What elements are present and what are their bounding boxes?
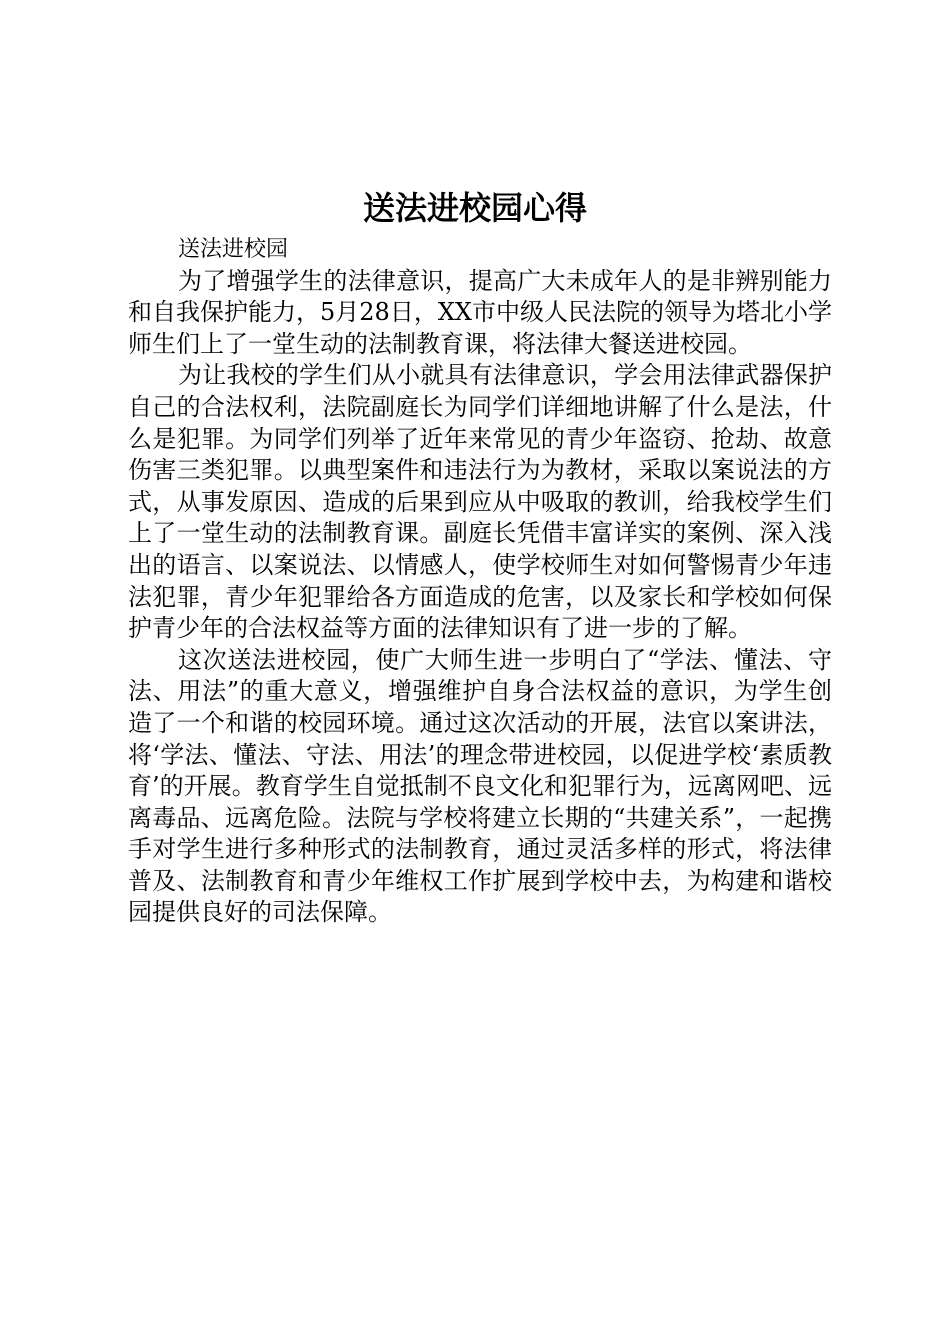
body-paragraph: 这次送法进校园，使广大师生进一步明白了“学法、懂法、守法、用法”的重大意义，增强维护自身合法权益的意识，为学生创造了一个和谐的校园环境。通过这次活动的开展，法官以案讲法，将‘学法、懂法、守法、用法’的理念带进校园，以促进学校‘素质教育’的开展。教育学生自觉抵制不良文化和犯罪行为，远离网吧、远离毒品、远离危险。法院与学校将建立长期的“共建关系”，一起携手对学生进行多种形式的法制教育，通过灵活多样的形式，将法律普及、法制教育和青少年维权工作扩展到学校中去，为构建和谐校园提供良好的司法保障。 [128,645,832,927]
document-subtitle: 送法进校园 [178,237,289,262]
document-body [128,234,832,929]
body-paragraph: 为了增强学生的法律意识，提高广大未成年人的是非辨别能力和自我保护能力，5月28日，XX市中级人民法院的领导为塔北小学师生们上了一堂生动的法制教育课，将法律大餐送进校园。 [128,266,832,358]
document-title: 送法进校园心得 [362,189,587,227]
body-paragraph: 为让我校的学生们从小就具有法律意识，学会用法律武器保护自己的合法权利，法院副庭长为同学们详细地讲解了什么是法，什么是犯罪。为同学们列举了近年来常见的青少年盗窃、抢劫、故意伤害三类犯罪。以典型案件和违法行为为教材，采取以案说法的方式，从事发原因、造成的后果到应从中吸取的教训，给我校学生们上了一堂生动的法制教育课。副庭长凭借丰富详实的案例、深入浅出的语言、以案说法、以情感人，使学校师生对如何警惕青少年违法犯罪，青少年犯罪给各方面造成的危害，以及家长和学校如何保护青少年的合法权益等方面的法律知识有了进一步的了解。 [128,361,832,643]
